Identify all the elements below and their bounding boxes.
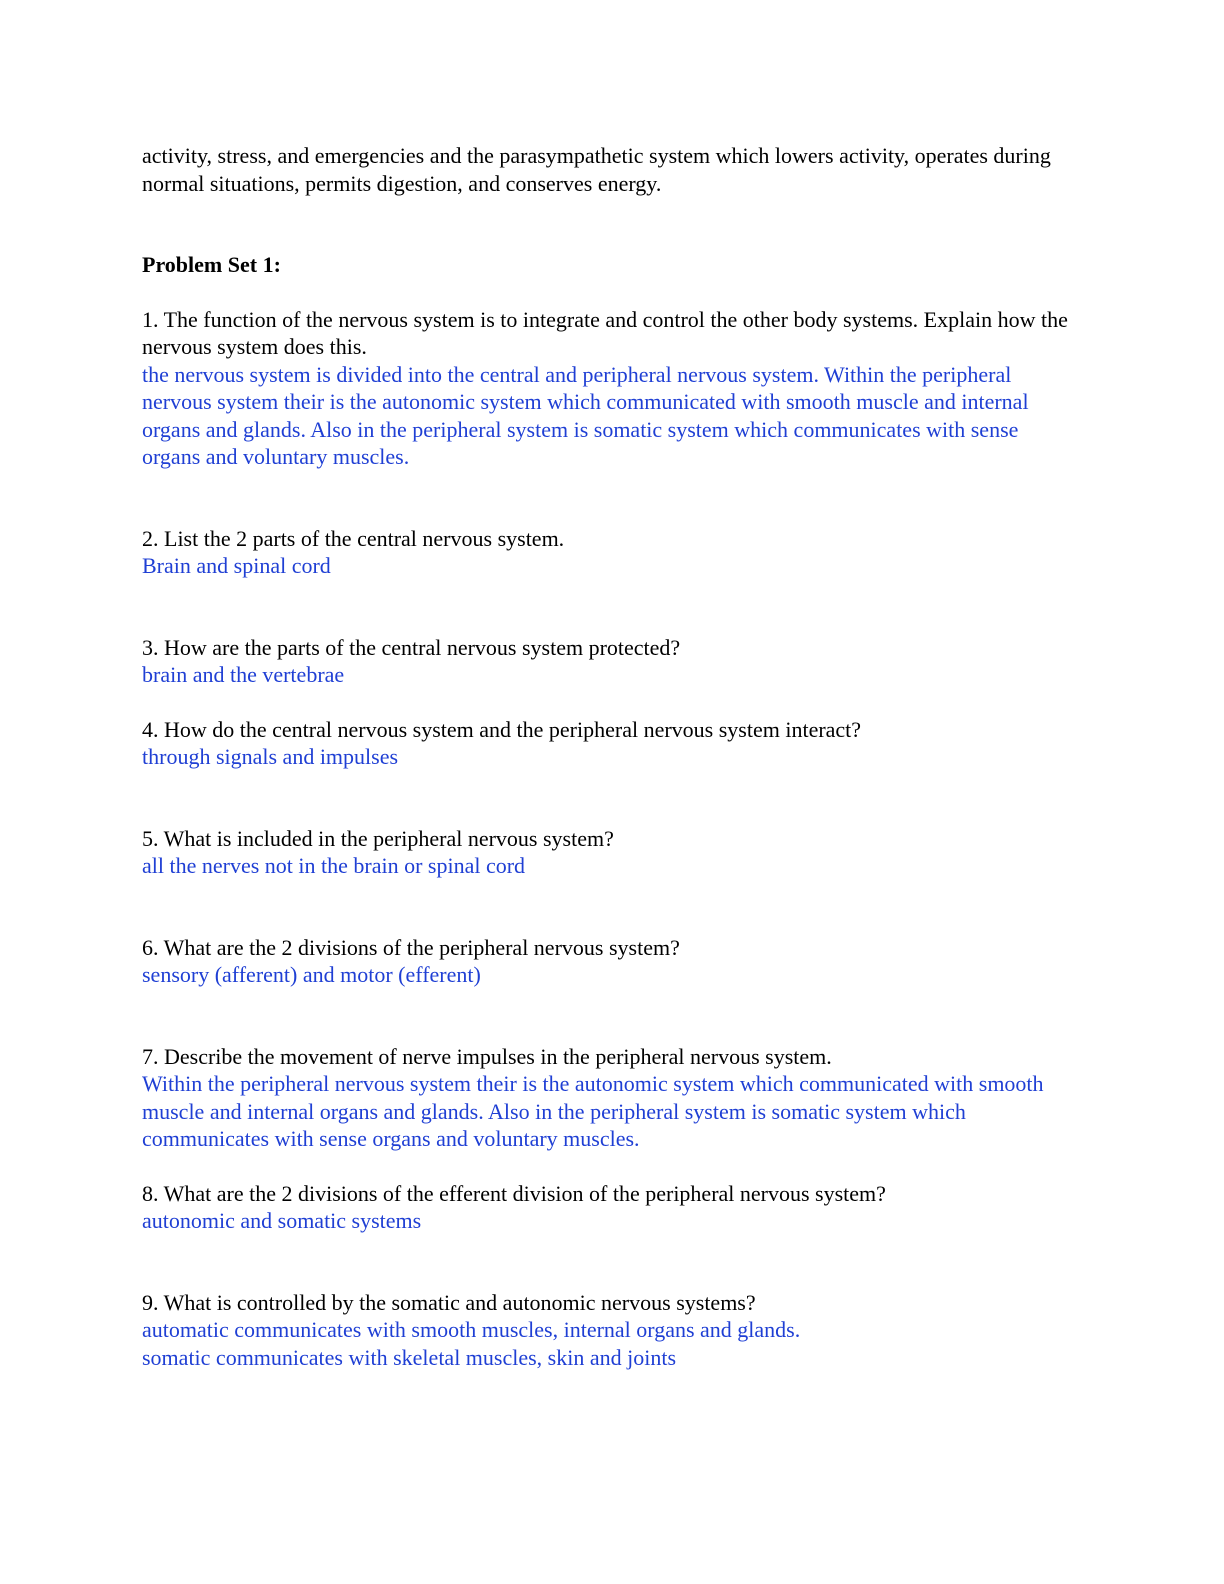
qa-block-8 bbox=[142, 1180, 1072, 1235]
problem-set-heading: Problem Set 1: bbox=[142, 252, 281, 277]
qa-block-5 bbox=[142, 825, 1072, 880]
answer-5: all the nerves not in the brain or spinal cord bbox=[142, 853, 526, 878]
question-8: 8. What are the 2 divisions of the efferent division of the peripheral nervous system? bbox=[142, 1180, 886, 1206]
qa-block-6 bbox=[142, 934, 1072, 989]
answer-3: brain and the vertebrae bbox=[142, 662, 345, 687]
answer-7: Within the peripheral nervous system their is the autonomic system which communicated with smooth muscle and internal organs and glands. Also in the peripheral system is somatic system which communicates with sense organs and voluntary muscles. bbox=[142, 1071, 1044, 1151]
answer-1: the nervous system is divided into the central and peripheral nervous system. Within the peripheral nervous system their is the autonomic system which communicated with smooth muscle and internal organs and glands. Also in the peripheral system is somatic system which communicates with sense organs and voluntary muscles. bbox=[142, 361, 1029, 469]
answer-9-line-2: somatic communicates with skeletal muscles, skin and joints bbox=[142, 1344, 677, 1370]
question-3: 3. How are the parts of the central nervous system protected? bbox=[142, 634, 681, 660]
question-1: 1. The function of the nervous system is to integrate and control the other body systems. Explain how the nervous system does this. bbox=[142, 306, 1068, 359]
answer-6: sensory (afferent) and motor (efferent) bbox=[142, 962, 481, 987]
question-2: 2. List the 2 parts of the central nervous system. bbox=[142, 525, 565, 551]
qa-block-3 bbox=[142, 634, 1072, 689]
intro-paragraph: activity, stress, and emergencies and the parasympathetic system which lowers activity, operates during normal situations, permits digestion, and conserves energy. bbox=[142, 143, 1051, 196]
question-6: 6. What are the 2 divisions of the peripheral nervous system? bbox=[142, 934, 680, 960]
qa-block-7 bbox=[142, 1043, 1072, 1153]
qa-block-4 bbox=[142, 716, 1072, 771]
answer-4: through signals and impulses bbox=[142, 744, 399, 769]
question-7: 7. Describe the movement of nerve impulses in the peripheral nervous system. bbox=[142, 1043, 832, 1069]
question-5: 5. What is included in the peripheral nervous system? bbox=[142, 825, 614, 851]
qa-block-1 bbox=[142, 306, 1072, 471]
question-4: 4. How do the central nervous system and the peripheral nervous system interact? bbox=[142, 716, 862, 742]
qa-block-2 bbox=[142, 525, 1072, 580]
qa-block-9 bbox=[142, 1289, 1072, 1372]
answer-9-line-1: automatic communicates with smooth muscles, internal organs and glands. bbox=[142, 1317, 801, 1342]
answer-2: Brain and spinal cord bbox=[142, 553, 331, 578]
document-page bbox=[142, 142, 1072, 1371]
answer-8: autonomic and somatic systems bbox=[142, 1208, 422, 1233]
question-9: 9. What is controlled by the somatic and autonomic nervous systems? bbox=[142, 1289, 756, 1315]
